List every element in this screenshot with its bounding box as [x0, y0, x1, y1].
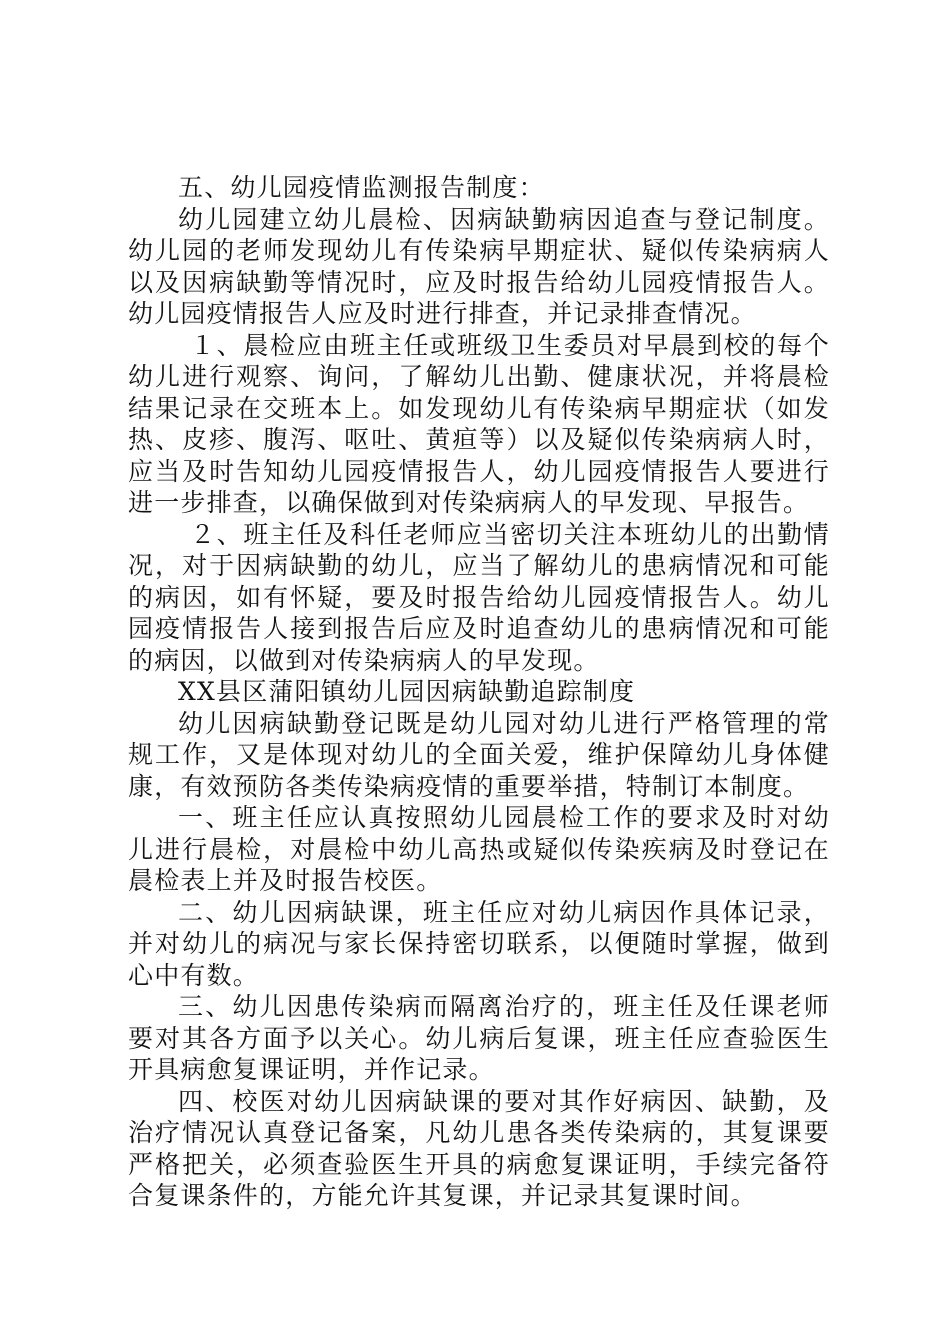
paragraph-rule-1: 一、班主任应认真按照幼儿园晨检工作的要求及时对幼儿进行晨检，对晨检中幼儿高热或疑似传染疾病及时登记在晨检表上并及时报告校医。: [128, 803, 830, 895]
paragraph-rule-4: 四、校医对幼儿因病缺课的要对其作好病因、缺勤，及治疗情况认真登记备案，凡幼儿患各类传染病的，其复课要严格把关，必须查验医生开具的病愈复课证明，手续完备符合复课条件的，方能允许其复课，并记录其复课时间。: [128, 1086, 830, 1210]
section-heading-epidemic-report: 五、幼儿园疫情监测报告制度：: [178, 173, 545, 202]
paragraph-item-2: ２、班主任及科任老师应当密切关注本班幼儿的出勤情况，对于因病缺勤的幼儿，应当了解幼儿的患病情况和可能的病因，如有怀疑，要及时报告给幼儿园疫情报告人。幼儿园疫情报告人接到报告后应及时追查幼儿的患病情况和可能的病因，以做到对传染病病人的早发现。: [128, 519, 830, 675]
paragraph-absence-intro: 幼儿因病缺勤登记既是幼儿园对幼儿进行严格管理的常规工作，又是体现对幼儿的全面关爱，维护保障幼儿身体健康，有效预防各类传染病疫情的重要举措，特制订本制度。: [128, 708, 830, 801]
paragraph-rule-3: 三、幼儿因患传染病而隔离治疗的，班主任及任课老师要对其各方面予以关心。幼儿病后复课，班主任应查验医生开具病愈复课证明，并作记录。: [128, 992, 830, 1084]
paragraph-item-1: １、晨检应由班主任或班级卫生委员对早晨到校的每个幼儿进行观察、询问，了解幼儿出勤、健康状况，并将晨检结果记录在交班本上。如发现幼儿有传染病早期症状（如发热、皮疹、腹泻、呕吐、黄疸等）以及疑似传染病病人时，应当及时告知幼儿园疫情报告人，幼儿园疫情报告人要进行进一步排查，以确保做到对传染病病人的早发现、早报告。: [128, 330, 830, 517]
paragraph-morning-check-system: 幼儿园建立幼儿晨检、因病缺勤病因追查与登记制度。幼儿园的老师发现幼儿有传染病早期症状、疑似传染病病人以及因病缺勤等情况时，应及时报告给幼儿园疫情报告人。幼儿园疫情报告人应及时进行排查，并记录排查情况。: [128, 204, 830, 328]
document-page: [128, 172, 830, 1212]
paragraph-rule-2: 二、幼儿因病缺课，班主任应对幼儿病因作具体记录，并对幼儿的病况与家长保持密切联系，以便随时掌握，做到心中有数。: [128, 897, 830, 990]
section-heading-absence-tracking: XX县区蒲阳镇幼儿园因病缺勤追踪制度: [178, 677, 636, 706]
